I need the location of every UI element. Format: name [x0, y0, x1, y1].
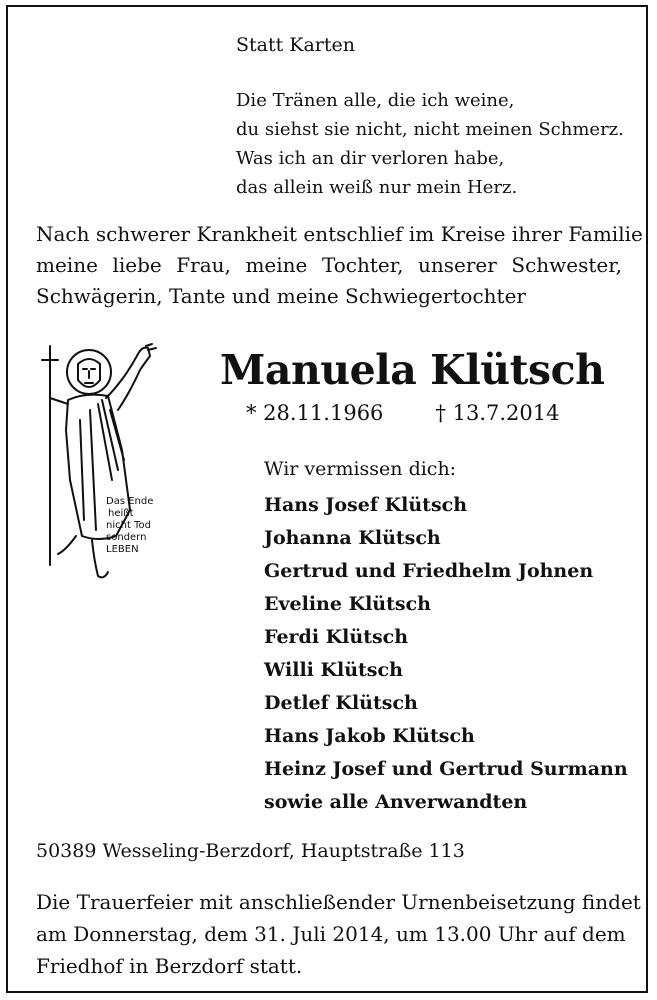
- poem-line: das allein weiß nur mein Herz.: [236, 177, 518, 198]
- ceremony-line: am Donnerstag, dem 31. Juli 2014, um 13.00 Uhr auf dem: [36, 922, 626, 946]
- ceremony-line: Die Trauerfeier mit anschließender Urnenbeisetzung findet: [36, 890, 641, 914]
- life-dates: [246, 401, 559, 425]
- mourner: Johanna Klütsch: [264, 527, 441, 549]
- mourner: Hans Josef Klütsch: [264, 494, 468, 516]
- inscription-line: Das Ende: [106, 496, 154, 507]
- poem-line: du siehst sie nicht, nicht meinen Schmerz.: [236, 119, 624, 140]
- notice-heading: Statt Karten: [236, 34, 356, 56]
- address: 50389 Wesseling-Berzdorf, Hauptstraße 113: [36, 840, 465, 862]
- birth-date: * 28.11.1966: [246, 401, 384, 425]
- inscription-line: sondern: [106, 532, 147, 543]
- intro-line: meine liebe Frau, meine Tochter, unserer Schwester,: [36, 253, 622, 277]
- inscription-line: heißt: [108, 508, 134, 519]
- inscription-line: LEBEN: [106, 544, 139, 555]
- ceremony-line: Friedhof in Berzdorf statt.: [36, 954, 303, 978]
- resurrection-drawing: [32, 340, 162, 590]
- left-arm: [50, 398, 68, 404]
- intro-line: Schwägerin, Tante und meine Schwiegertochter: [36, 284, 526, 308]
- ceremony-text: [36, 886, 641, 982]
- intro-line: Nach schwerer Krankheit entschlief im Kreise ihrer Familie: [36, 222, 643, 246]
- feet: [58, 536, 108, 577]
- poem-line: Was ich an dir verloren habe,: [236, 148, 505, 169]
- mourner: Heinz Josef und Gertrud Surmann: [264, 758, 628, 780]
- mourners-list: [264, 489, 628, 819]
- mourner: Detlef Klütsch: [264, 692, 418, 714]
- death-date: † 13.7.2014: [435, 401, 560, 425]
- raised-arm: [106, 348, 150, 410]
- mourner: Hans Jakob Klütsch: [264, 725, 475, 747]
- intro-text: [36, 219, 643, 312]
- deceased-name: Manuela Klütsch: [220, 346, 605, 394]
- poem: [236, 86, 624, 202]
- poem-line: Die Tränen alle, die ich weine,: [236, 90, 515, 111]
- mourners-intro: Wir vermissen dich:: [264, 458, 457, 480]
- inscription-line: nicht Tod: [106, 520, 151, 531]
- face-features: [83, 369, 95, 383]
- mourner: Willi Klütsch: [264, 659, 403, 681]
- mourner: Ferdi Klütsch: [264, 626, 409, 648]
- mourner: Gertrud und Friedhelm Johnen: [264, 560, 594, 582]
- mourner: Eveline Klütsch: [264, 593, 431, 615]
- mourner: sowie alle Anverwandten: [264, 791, 528, 813]
